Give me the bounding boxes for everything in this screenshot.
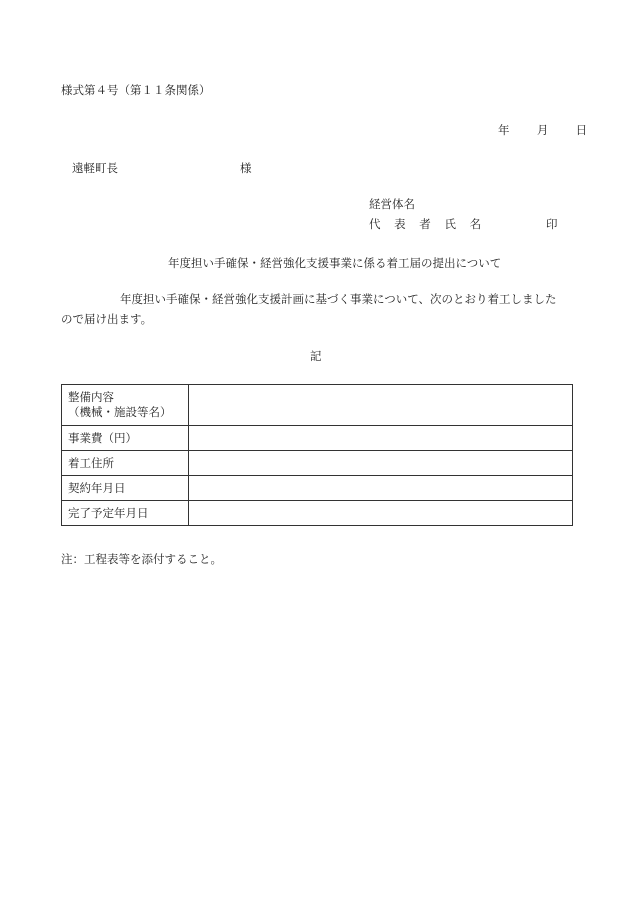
honorific: 様 xyxy=(240,161,252,175)
table-label-cell xyxy=(62,385,189,426)
seal-mark: 印 xyxy=(546,217,558,231)
table-row xyxy=(62,501,573,526)
row-label-cost: 事業費（円） xyxy=(62,426,189,451)
table-value-cell xyxy=(189,426,573,451)
body-text-line-1: 年度担い手確保・経営強化支援計画に基づく事業について、次のとおり着工しました xyxy=(120,292,557,306)
table-value-cell xyxy=(189,501,573,526)
date-month: 月 xyxy=(536,123,549,137)
date-year: 年 xyxy=(498,123,510,137)
date-line xyxy=(498,124,587,138)
footnote: 注：工程表等を添付すること。 xyxy=(61,552,222,566)
table-row xyxy=(62,385,573,426)
ki-heading: 記 xyxy=(310,349,322,363)
table-row xyxy=(62,426,573,451)
table-value-cell xyxy=(189,476,573,501)
addressee: 遠軽町長 xyxy=(72,161,118,175)
representative-label: 代 表 者 氏 名 xyxy=(369,217,487,231)
row-label-completion-date: 完了予定年月日 xyxy=(62,501,189,526)
table-value-cell xyxy=(189,451,573,476)
table-row xyxy=(62,476,573,501)
row-label-equipment: 整備内容 xyxy=(68,390,114,404)
body-text-line-2: ので届け出ます。 xyxy=(61,312,153,326)
detail-table xyxy=(61,384,573,526)
row-label-address: 着工住所 xyxy=(62,451,189,476)
table-row xyxy=(62,451,573,476)
document-title: 年度担い手確保・経営強化支援事業に係る着工届の提出について xyxy=(168,256,502,270)
org-name-label: 経営体名 xyxy=(369,197,415,211)
row-label-contract-date: 契約年月日 xyxy=(62,476,189,501)
row-sublabel-equipment: （機械・施設等名） xyxy=(68,405,172,419)
form-number: 様式第４号（第１１条関係） xyxy=(61,83,211,97)
table-value-cell xyxy=(189,385,573,426)
date-day: 日 xyxy=(575,123,588,137)
